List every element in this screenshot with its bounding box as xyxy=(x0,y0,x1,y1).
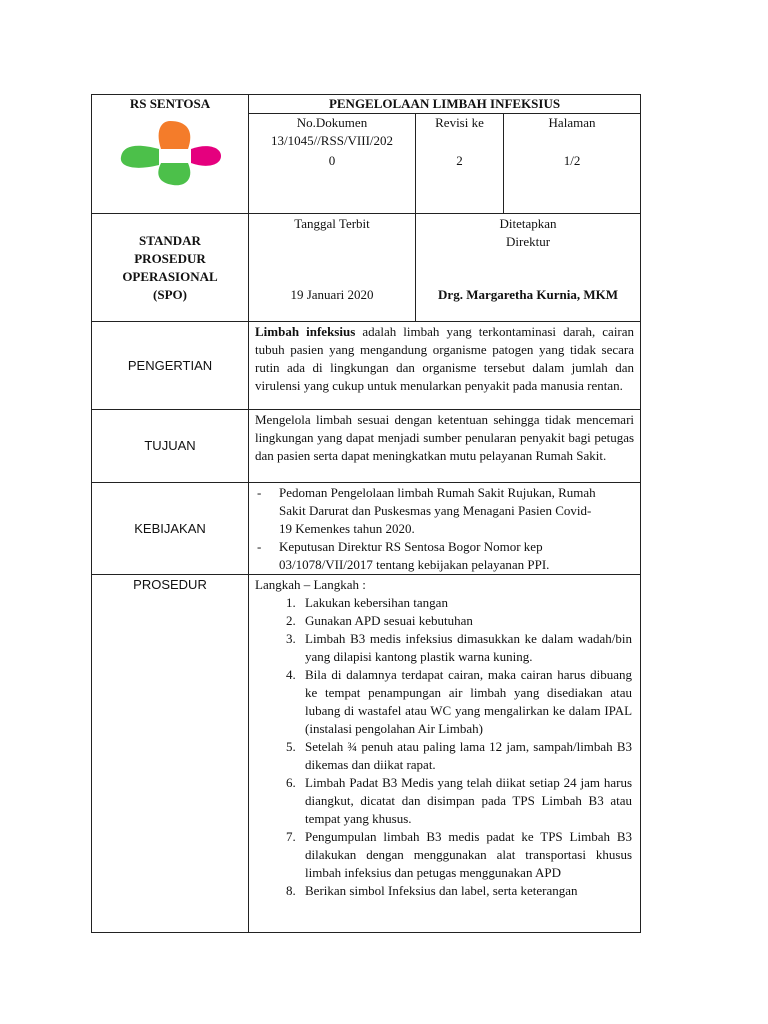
prosedur-step: 7. Pengumpulan limbah B3 medis padat ke TPS Limbah B3 dilakukan dengan menggunakan alat transportasi khusus limbah infeksius dan petugas menggunakan APD xyxy=(299,828,632,882)
prosedur-step: 4. Bila di dalamnya terdapat cairan, maka cairan harus dibuang ke tempat penampungan air limbah yang disediakan atau lubang di wastafel atau WC yang mengalirkan ke dalam IPAL (instalasi pengolahan Air Limbah) xyxy=(299,666,632,738)
doc-number-label: No.Dokumen xyxy=(296,115,368,130)
pengertian-label: PENGERTIAN xyxy=(92,322,249,410)
page-label: Halaman xyxy=(548,115,596,130)
logo-magenta-petal xyxy=(191,146,221,166)
spo-line-4: (SPO) xyxy=(153,286,187,302)
kebijakan-content xyxy=(249,483,641,575)
director-label: Direktur xyxy=(505,234,551,249)
tujuan-label: TUJUAN xyxy=(92,410,249,483)
director-cell xyxy=(416,214,641,322)
kebijakan-list xyxy=(255,484,600,574)
hospital-name: RS SENTOSA xyxy=(129,96,211,111)
issue-date-cell xyxy=(249,214,416,322)
prosedur-step: 2. Gunakan APD sesuai kebutuhan xyxy=(299,612,632,630)
pengertian-term: Limbah infeksius xyxy=(255,324,356,339)
revision-label: Revisi ke xyxy=(435,115,484,130)
kebijakan-item: - Keputusan Direktur RS Sentosa Bogor Nomor kep 03/1078/VII/2017 tentang kebijakan pelayanan PPI. xyxy=(255,538,600,574)
doc-number-line1: 13/1045//RSS/VIII/202 xyxy=(270,133,394,148)
hospital-cell xyxy=(92,95,249,214)
tujuan-text: Mengelola limbah sesuai dengan ketentuan sehingga tidak mencemari lingkungan yang dapat menjadi sumber penularan penyakit bagi petugas dan pasien serta dapat meningkatkan mutu pelayanan Rumah Sakit. xyxy=(249,410,641,483)
revision-value: 2 xyxy=(456,153,463,168)
prosedur-step: 1. Lakukan kebersihan tangan xyxy=(299,594,632,612)
prosedur-step: 3. Limbah B3 medis infeksius dimasukkan ke dalam wadah/bin yang dilapisi kantong plastik warna kuning. xyxy=(299,630,632,666)
prosedur-label: PROSEDUR xyxy=(92,575,249,933)
doc-number-cell xyxy=(249,114,416,214)
revision-cell xyxy=(416,114,504,214)
prosedur-step: 6. Limbah Padat B3 Medis yang telah diikat setiap 24 jam harus diangkut, dicatat dan disimpan pada TPS Limbah B3 atau tempat yang khusus. xyxy=(299,774,632,828)
hospital-logo xyxy=(115,119,225,187)
logo-green-left-petal xyxy=(121,146,159,168)
prosedur-steps xyxy=(255,594,632,900)
prosedur-content xyxy=(249,575,641,933)
pengertian-definition: adalah limbah yang terkontaminasi darah, cairan tubuh pasien yang mengandung organisme patogen yang tidak secara rutin ada di lingkungan dan organisme tersebut dalam jumlah dan virulensi yang cukup untuk menularkan penyakit pada manusia rentan. xyxy=(255,324,635,393)
spo-line-1: STANDAR xyxy=(139,232,201,248)
spo-document-table xyxy=(91,94,641,933)
prosedur-step: 8. Berikan simbol Infeksius dan label, serta keterangan xyxy=(299,882,632,900)
logo-petals-icon xyxy=(121,121,221,185)
logo-green-bottom-petal xyxy=(158,163,190,185)
page-value: 1/2 xyxy=(563,153,581,168)
prosedur-intro: Langkah – Langkah : xyxy=(255,577,366,592)
director-name: Drg. Margaretha Kurnia, MKM xyxy=(438,287,618,302)
spo-line-3: OPERASIONAL xyxy=(122,268,218,284)
issue-date-label: Tanggal Terbit xyxy=(294,216,370,231)
spo-label-cell xyxy=(92,214,249,322)
issue-date-value: 19 Januari 2020 xyxy=(290,287,374,302)
doc-number-line2: 0 xyxy=(328,153,336,168)
kebijakan-label: KEBIJAKAN xyxy=(92,483,249,575)
logo-orange-petal xyxy=(159,121,191,149)
page-cell xyxy=(504,114,641,214)
kebijakan-item: - Pedoman Pengelolaan limbah Rumah Sakit Rujukan, Rumah Sakit Darurat dan Puskesmas yang Menagani Pasien Covid-19 Kemenkes tahun 2020. xyxy=(255,484,600,538)
established-label: Ditetapkan xyxy=(499,216,557,231)
spo-line-2: PROSEDUR xyxy=(134,250,206,266)
document-title: PENGELOLAAN LIMBAH INFEKSIUS xyxy=(249,95,641,114)
prosedur-step: 5. Setelah ¾ penuh atau paling lama 12 jam, sampah/limbah B3 dikemas dan diikat rapat. xyxy=(299,738,632,774)
pengertian-text xyxy=(249,322,641,410)
